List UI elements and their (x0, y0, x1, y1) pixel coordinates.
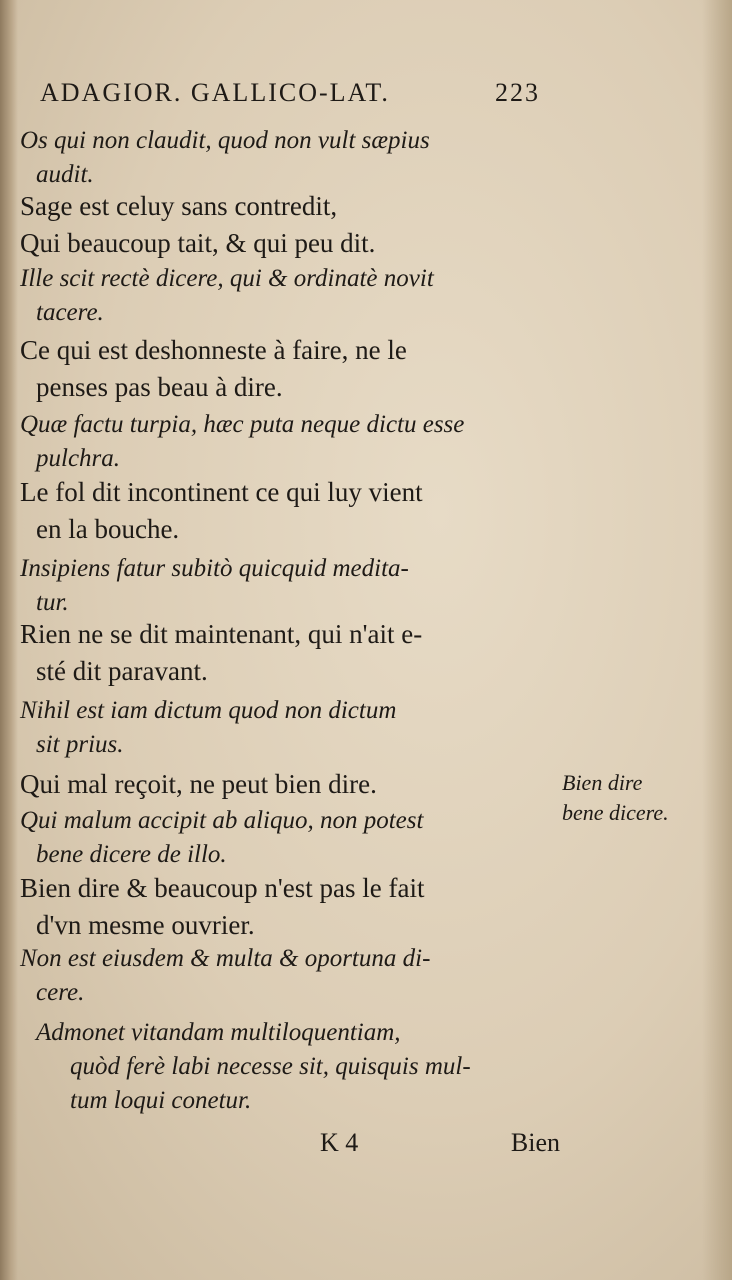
entry-latin (20, 262, 560, 330)
text-line: Non est eiusdem & multa & oportuna di- (20, 945, 431, 972)
entry-latin (20, 552, 560, 620)
text-line: Qui beaucoup tait, & qui peu dit. (20, 228, 376, 258)
text-line: Admonet vitandam multiloquentiam, (36, 1019, 401, 1046)
text-line: Bien dire & beaucoup n'est pas le fait (20, 873, 425, 903)
entry-latin (20, 694, 560, 762)
text-line: Ille scit rectè dicere, qui & ordinatè novit (20, 265, 434, 292)
text-line: en la bouche. (36, 514, 180, 544)
entry-french (20, 474, 560, 548)
entry-latin (20, 804, 560, 872)
entry-french (20, 188, 560, 262)
text-line: sit prius. (36, 731, 124, 758)
text-line: tacere. (36, 299, 104, 326)
catchword: Bien (510, 1128, 560, 1157)
text-line: Insipiens fatur subitò quicquid medita- (20, 555, 409, 582)
text-line: Quæ factu turpia, hæc puta neque dictu esse (20, 411, 465, 438)
entry-latin (20, 942, 560, 1010)
text-line: audit. (36, 161, 94, 188)
footer-line (320, 1128, 560, 1158)
text-line: penses pas beau à dire. (36, 372, 283, 402)
entry-latin (20, 1016, 560, 1118)
text-line: Qui mal reçoit, ne peut bien dire. (20, 769, 377, 799)
entry-french (20, 616, 560, 690)
text-line: tur. (36, 589, 69, 616)
entry-french (20, 766, 560, 803)
margin-note-line: bene dicere. (562, 800, 669, 825)
text-line: Le fol dit incontinent ce qui luy vient (20, 477, 423, 507)
text-line: tum loqui conetur. (70, 1087, 252, 1114)
text-line: sté dit paravant. (36, 656, 208, 686)
text-line: bene dicere de illo. (36, 841, 227, 868)
text-line: quòd ferè labi necesse sit, quisquis mul- (70, 1053, 471, 1080)
text-line: cere. (36, 979, 85, 1006)
margin-note (562, 768, 669, 828)
text-line: Qui malum accipit ab aliquo, non potest (20, 807, 424, 834)
running-head (40, 78, 540, 108)
text-line: Sage est celuy sans contredit, (20, 191, 338, 221)
entry-french (20, 332, 560, 406)
text-line: Nihil est iam dictum quod non dictum (20, 697, 397, 724)
text-line: Os qui non claudit, quod non vult sæpius (20, 127, 430, 154)
margin-note-line: Bien dire (562, 770, 643, 795)
text-line: pulchra. (36, 445, 121, 472)
running-title: ADAGIOR. GALLICO-LAT. (40, 78, 390, 107)
text-line: Rien ne se dit maintenant, qui n'ait e- (20, 619, 423, 649)
page-number: 223 (495, 78, 540, 107)
entry-latin (20, 124, 560, 192)
text-line: Ce qui est deshonneste à faire, ne le (20, 335, 407, 365)
entry-french (20, 870, 560, 944)
text-line: d'vn mesme ouvrier. (36, 910, 255, 940)
entry-latin (20, 408, 560, 476)
signature-mark: K 4 (320, 1128, 359, 1157)
